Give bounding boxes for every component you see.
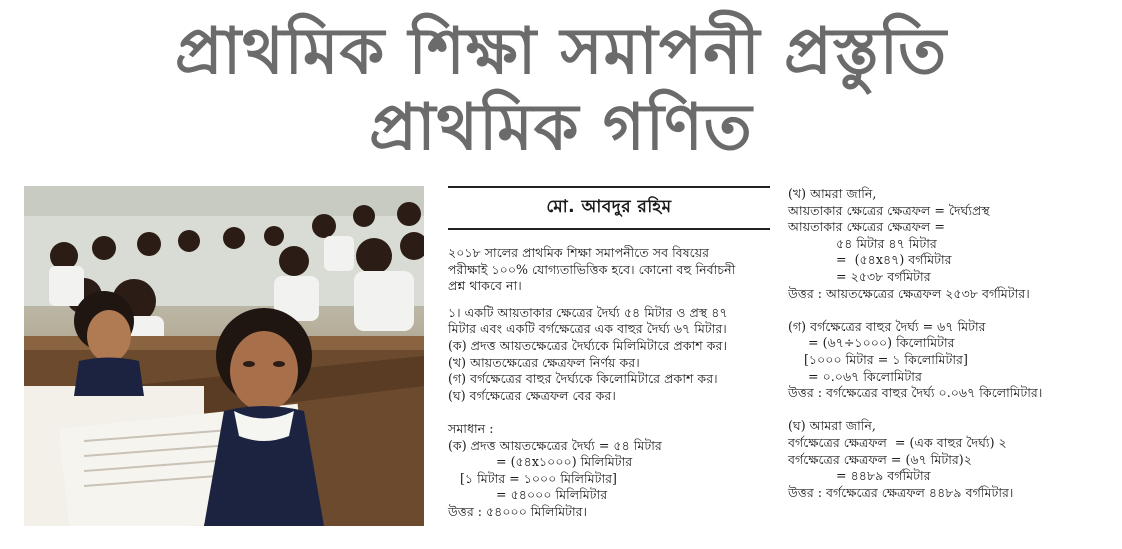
question-line: (ঘ) বর্গক্ষেত্রের ক্ষেত্রফল বের কর। <box>448 387 616 403</box>
solution-line: = (৫৪x১০০০) মিলিমিটার <box>448 454 633 470</box>
part-ga-answer: উত্তর : বর্গক্ষেত্রের বাহুর দৈর্ঘ্য ০.০৬৭ কিলোমিটার। <box>788 385 1043 401</box>
question-line: (গ) বর্গক্ষেত্রের বাহুর দৈর্ঘ্যকে কিলোমিটারে প্রকাশ কর। <box>448 371 718 387</box>
part-gha-answer: উত্তর : বর্গক্ষেত্রের ক্ষেত্রফল ৪৪৮৯ বর্গমিটার। <box>788 484 1014 500</box>
question-line: ১। একটি আয়তাকার ক্ষেত্রের দৈর্ঘ্য ৫৪ মিটার ও প্রস্থ ৪৭ <box>448 304 728 320</box>
question-line: (ক) প্রদত্ত আয়তক্ষেত্রের দৈর্ঘ্যকে মিলিমিটারে প্রকাশ কর। <box>448 337 727 353</box>
part-kha-line: = ২৫৩৮ বর্গমিটার <box>788 268 931 284</box>
part-ga-line: [১০০০ মিটার = ১ কিলোমিটার] <box>788 351 968 367</box>
headline-line-1: প্রাথমিক শিক্ষা সমাপনী প্রস্তুতি <box>174 15 948 89</box>
part-gha-line: (ঘ) আমরা জানি, <box>788 418 876 434</box>
part-gha-line: বর্গক্ষেত্রের ক্ষেত্রফল = (এক বাহুর দৈর্ঘ্য) ২ <box>788 434 1007 450</box>
solution-line: (ক) প্রদত্ত আয়তক্ষেত্রের দৈর্ঘ্য = ৫৪ মিটার <box>448 437 662 453</box>
part-ga-line: = (৬৭÷১০০০) কিলোমিটার <box>788 335 955 351</box>
classroom-photo <box>24 186 424 526</box>
intro-line: প্রশ্ন থাকবে না। <box>448 278 522 294</box>
part-kha-line: (খ) আমরা জানি, <box>788 186 877 201</box>
part-kha-answer: উত্তর : আয়তক্ষেত্রের ক্ষেত্রফল ২৫৩৮ বর্গমিটার। <box>788 285 1030 301</box>
classroom-photo-illustration <box>24 186 424 526</box>
solution-line: সমাধান : <box>448 420 494 436</box>
part-gha-line: = ৪৪৮৯ বর্গমিটার <box>788 468 931 484</box>
solution-answer: উত্তর : ৫৪০০০ মিলিমিটার। <box>448 503 588 519</box>
article-column-2 <box>788 186 1108 501</box>
solution-line: = ৫৪০০০ মিলিমিটার <box>448 487 608 503</box>
intro-line: পরীক্ষাই ১০০% যোগ্যতাভিত্তিক হবে। কোনো বহু নির্বাচনী <box>448 261 736 277</box>
part-gha-line: বর্গক্ষেত্রের ক্ষেত্রফল = (৬৭ মিটার)২ <box>788 451 972 467</box>
headline-line-2: প্রাথমিক গণিত <box>369 91 753 165</box>
question-line: (খ) আয়তক্ষেত্রের ক্ষেত্রফল নির্ণয় কর। <box>448 354 640 370</box>
part-kha-line: আয়তাকার ক্ষেত্রের ক্ষেত্রফল = দৈর্ঘ্যপ্রস্থ <box>788 202 990 218</box>
part-ga-line: (গ) বর্গক্ষেত্রের বাহুর দৈর্ঘ্য = ৬৭ মিটার <box>788 318 986 334</box>
question-line: মিটার এবং একটি বর্গক্ষেত্রের এক বাহুর দৈর্ঘ্য ৬৭ মিটার। <box>448 321 727 337</box>
solution-line: [১ মিটার = ১০০০ মিলিমিটার] <box>448 470 617 486</box>
part-kha-line: ৫৪ মিটার ৪৭ মিটার <box>788 235 937 251</box>
byline-box <box>448 186 770 230</box>
part-kha-line: আয়তাকার ক্ষেত্রের ক্ষেত্রফল = <box>788 219 945 235</box>
author-byline: মো. আবদুর রহিম <box>546 197 672 217</box>
article-column-1 <box>448 245 768 521</box>
intro-line: ২০১৮ সালের প্রাথমিক শিক্ষা সমাপনীতে সব বিষয়ের <box>448 245 710 260</box>
part-kha-line: = (৫৪x৪৭) বর্গমিটার <box>788 252 952 268</box>
part-ga-line: = ০.০৬৭ কিলোমিটার <box>788 368 922 384</box>
